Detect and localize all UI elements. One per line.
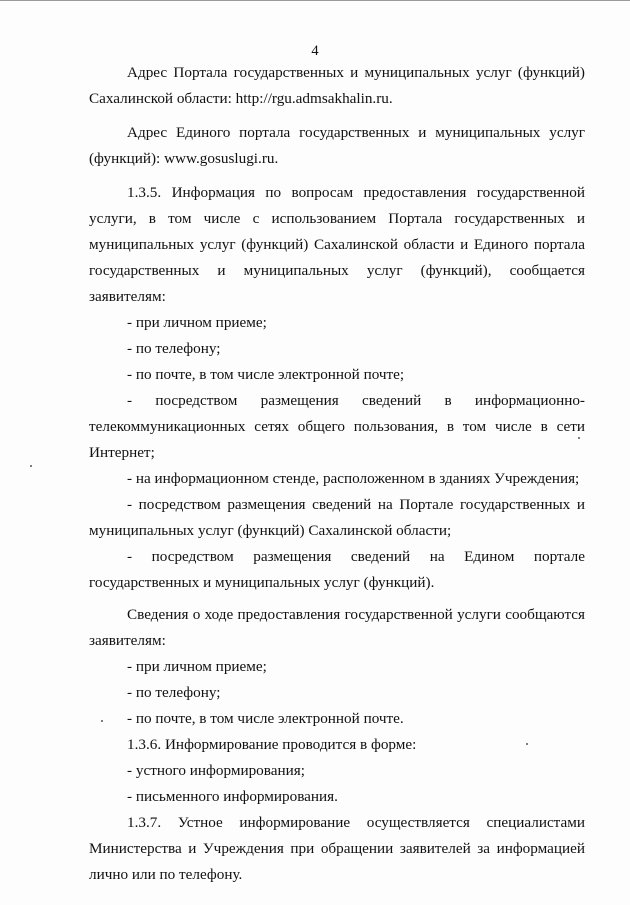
paragraph-1-3-5: 1.3.5. Информация по вопросам предоставления государственной услуги, в том числе с использованием Портала государственных и муниципальных услуг (функций) Сахалинской области и Единого портала государственных и муниципальных услуг (функций), сообщается заявителям: [89,184,585,305]
list-item-info-stand: - на информационном стенде, расположенном в зданиях Учреждения; [127,470,580,487]
scan-speck [101,720,103,722]
paragraph-1-3-7: 1.3.7. Устное информирование осуществляется специалистами Министерства и Учреждения при обращении заявителей за информацией лично или по телефону. [89,814,585,883]
document-body [89,60,585,888]
list-item-phone: - по телефону; [127,340,221,357]
scan-top-edge [0,0,630,1]
list-item-mail-2: - по почте, в том числе электронной почте. [127,710,404,727]
scan-speck [30,465,32,467]
list-item-regional-portal: - посредством размещения сведений на Портале государственных и муниципальных услуг (функций) Сахалинской области; [89,496,585,539]
list-item-phone-2: - по телефону; [127,684,221,701]
page-number: 4 [311,43,319,59]
list-item-networks: - посредством размещения сведений в информационно-телекоммуникационных сетях общего пользования, в том числе в сети Интернет; [89,392,585,461]
paragraph-portal-address: Адрес Портала государственных и муниципальных услуг (функций) Сахалинской области: http://rgu.admsakhalin.ru. [89,64,585,107]
list-item-unified-portal: - посредством размещения сведений на Едином портале государственных и муниципальных услуг (функций). [89,548,585,591]
list-item-in-person: - при личном приеме; [127,314,267,331]
paragraph-unified-portal-address: Адрес Единого портала государственных и муниципальных услуг (функций): www.gosuslugi.ru. [89,124,585,167]
list-item-mail: - по почте, в том числе электронной почте; [127,366,405,383]
paragraph-1-3-6: 1.3.6. Информирование проводится в форме: [127,736,417,753]
list-item-oral: - устного информирования; [127,762,305,779]
paragraph-progress-info: Сведения о ходе предоставления государственной услуги сообщаются заявителям: [89,606,585,649]
scan-speck [526,743,528,745]
scan-speck [578,437,580,439]
list-item-in-person-2: - при личном приеме; [127,658,267,675]
list-item-written: - письменного информирования. [127,788,338,805]
